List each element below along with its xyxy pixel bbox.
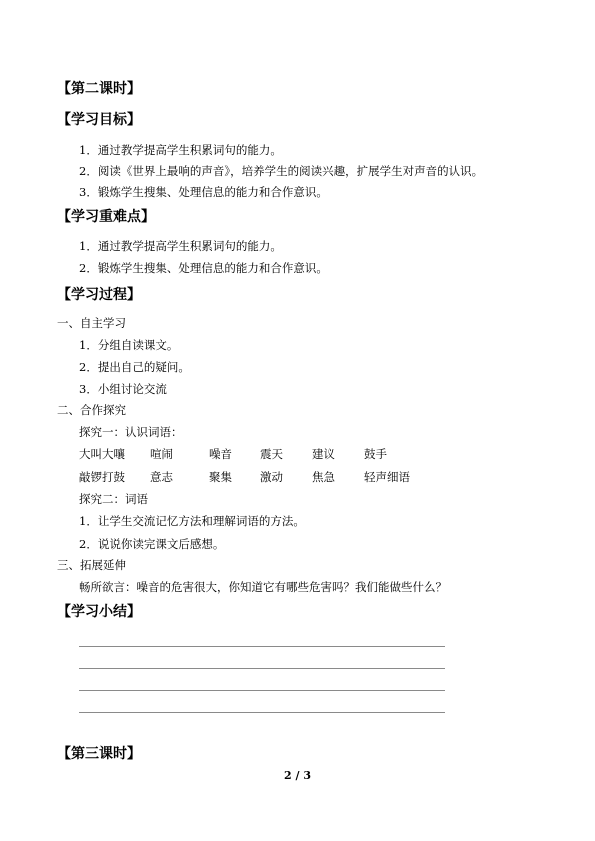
section2-item-2: 2．说说你读完课文后感想。	[79, 537, 225, 551]
section3-text: 畅所欲言：噪音的危害很大，你知道它有哪些危害吗？我们能做些什么？	[79, 580, 447, 594]
lesson2-heading: 【第二课时】	[57, 81, 141, 97]
vocab-word: 焦急	[312, 470, 335, 484]
lesson3-heading: 【第三课时】	[57, 746, 141, 762]
vocab-word: 喧闹	[150, 447, 173, 461]
goal-item-1: 1．通过教学提高学生积累词句的能力。	[79, 143, 282, 157]
answer-line	[79, 712, 445, 713]
explore1-label: 探究一：认识词语：	[79, 425, 183, 439]
vocab-word: 震天	[260, 447, 283, 461]
key-point-item-2: 2．锻炼学生搜集、处理信息的能力和合作意识。	[79, 261, 328, 275]
explore2-label: 探究二：词语	[79, 492, 148, 506]
vocab-word: 噪音	[209, 447, 232, 461]
goal-item-2: 2．阅读《世界上最响的声音》，培养学生的阅读兴趣，扩展学生对声音的认识。	[79, 164, 484, 178]
section1-title: 一、自主学习	[57, 316, 126, 330]
vocab-word: 轻声细语	[364, 470, 410, 484]
vocab-word: 聚集	[209, 470, 232, 484]
process-heading: 【学习过程】	[57, 287, 141, 303]
vocab-word: 鼓手	[364, 447, 387, 461]
section1-item-3: 3．小组讨论交流	[79, 382, 167, 396]
page-number: 2 / 3	[284, 769, 311, 782]
summary-heading: 【学习小结】	[57, 604, 141, 620]
vocab-word: 激动	[260, 470, 283, 484]
goals-heading: 【学习目标】	[57, 112, 141, 128]
section2-item-1: 1．让学生交流记忆方法和理解词语的方法。	[79, 514, 305, 528]
vocab-word: 意志	[150, 470, 173, 484]
section1-item-1: 1．分组自读课文。	[79, 338, 179, 352]
key-point-item-1: 1．通过教学提高学生积累词句的能力。	[79, 239, 282, 253]
vocab-word: 敲锣打鼓	[79, 470, 125, 484]
vocab-word: 建议	[312, 447, 335, 461]
section2-title: 二、合作探究	[57, 403, 126, 417]
answer-line	[79, 646, 445, 647]
answer-line	[79, 690, 445, 691]
section3-title: 三、拓展延伸	[57, 558, 126, 572]
key-points-heading: 【学习重难点】	[57, 209, 155, 225]
answer-line	[79, 668, 445, 669]
vocab-word: 大叫大嚷	[79, 447, 125, 461]
goal-item-3: 3．锻炼学生搜集、处理信息的能力和合作意识。	[79, 185, 328, 199]
section1-item-2: 2．提出自己的疑问。	[79, 360, 190, 374]
